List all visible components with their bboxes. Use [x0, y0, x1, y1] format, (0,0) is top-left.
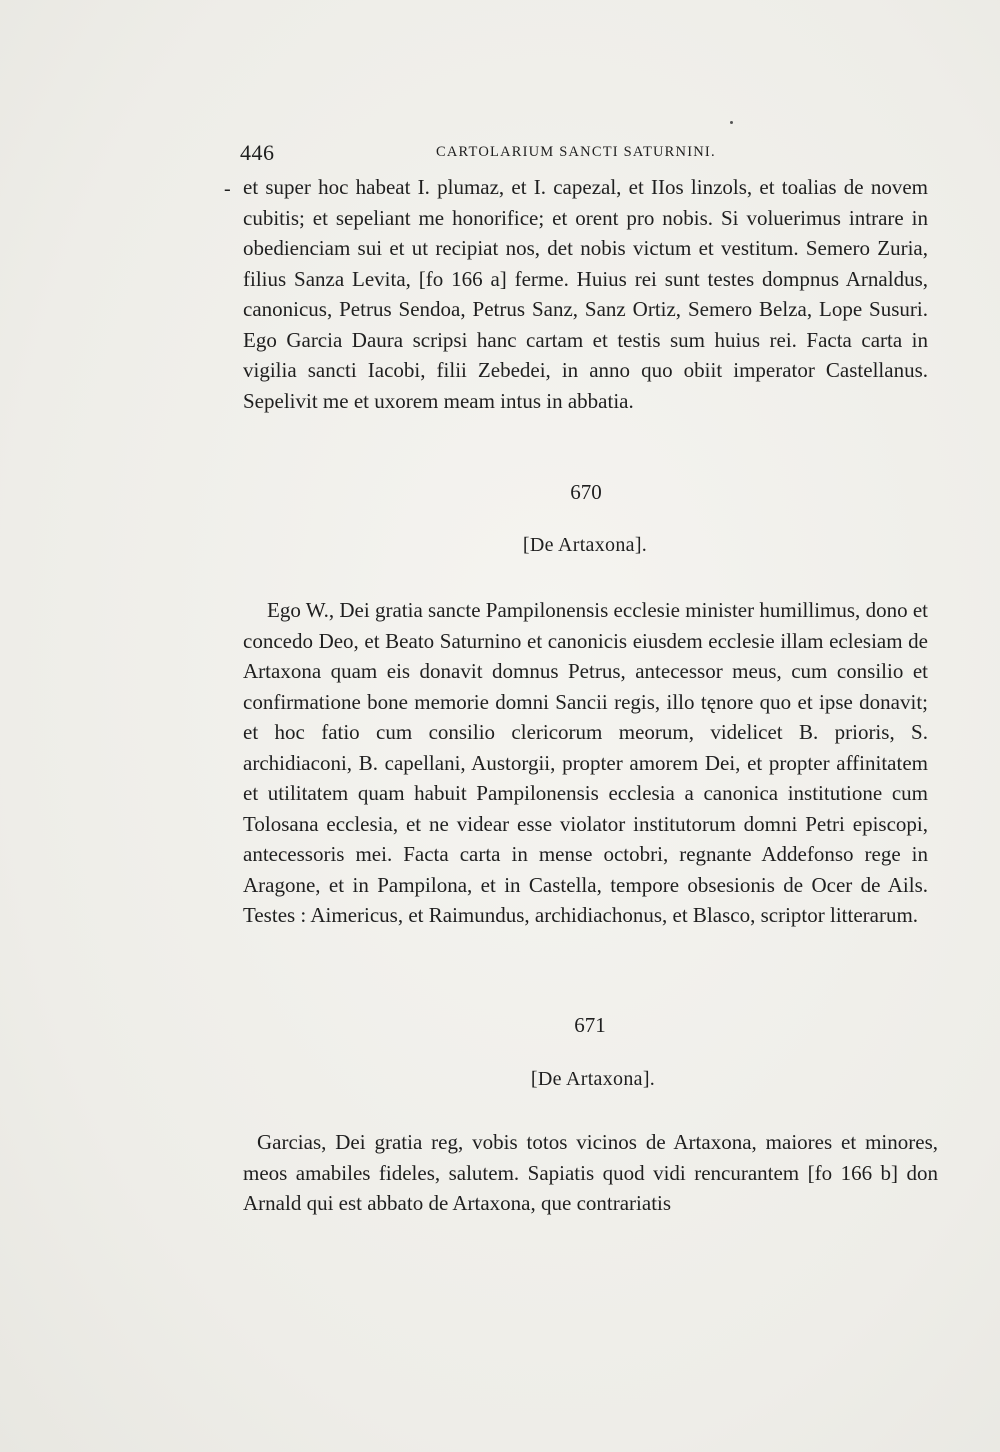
charter-number-670: 670	[570, 480, 602, 504]
charter-671-text	[243, 1127, 938, 1219]
paragraph: et super hoc habeat I. plumaz, et I. capezal, et IIos linzols, et toalias de novem cubitis; et sepeliant me honorifice; et orent pro nobis. Si voluerimus intrare in obedienciam sui et ut recipiat nos, det nobis victum et vestitum. Semero Zuria, filius Sanza Levita, [fo 166 a] ferme. Huius rei sunt testes dompnus Arnaldus, canonicus, Petrus Sendoa, Petrus Sanz, Sanz Ortiz, Semero Belza, Lope Susuri. Ego Garcia Daura scripsi hanc cartam et testis sum huius rei. Facta carta in vigilia sancti Iacobi, filii Zebedei, in anno quo obiit imperator Castellanus. Sepelivit me et uxorem meam intus in abbatia.	[243, 175, 928, 413]
charter-number-671: 671	[574, 1013, 606, 1037]
ink-speck	[730, 121, 733, 124]
charter-heading-670: [De Artaxona].	[522, 534, 648, 556]
paragraph: Garcias, Dei gratia reg, vobis totos vicinos de Artaxona, maiores et minores, meos amabiles fideles, salutem. Sapiatis quod vidi rencurantem [fo 166 b] don Arnald qui est abbato de Artaxona, que contrariatis	[243, 1130, 938, 1215]
margin-mark: -	[224, 178, 231, 200]
running-title: CARTOLARIUM SANCTI SATURNINI.	[436, 144, 716, 160]
charter-heading-671: [De Artaxona].	[530, 1068, 656, 1090]
paragraph: Ego W., Dei gratia sancte Pampilonensis ecclesie minister humillimus, dono et concedo Deo, et Beato Saturnino et canonicis eiusdem ecclesie illam eclesiam de Artaxona quam eis donavit domnus Petrus, antecessor meus, cum consilio et confirmatione bone memorie domni Sancii regis, illo tęnore quo et ipse donavit; et hoc fatio cum consilio clericorum meorum, videlicet B. prioris, S. archidiaconi, B. capellani, Austorgii, propter amorem Dei, et propter affinitatem et utilitatem quam habuit Pampilonensis ecclesia a canonica institutione cum Tolosana ecclesia, et ne videar esse violator institutorum domni Petri episcopi, antecessoris mei. Facta carta in mense octobri, regnante Addefonso rege in Aragone, et in Pampilona, et in Castella, tempore obsesionis de Ocer de Ails. Testes : Aimericus, et Raimundus, archidiachonus, et Blasco, scriptor litterarum.	[243, 598, 928, 927]
page-number: 446	[240, 140, 275, 165]
charter-670-text	[243, 595, 928, 931]
page-header	[240, 140, 940, 170]
continued-charter-text	[243, 172, 928, 416]
